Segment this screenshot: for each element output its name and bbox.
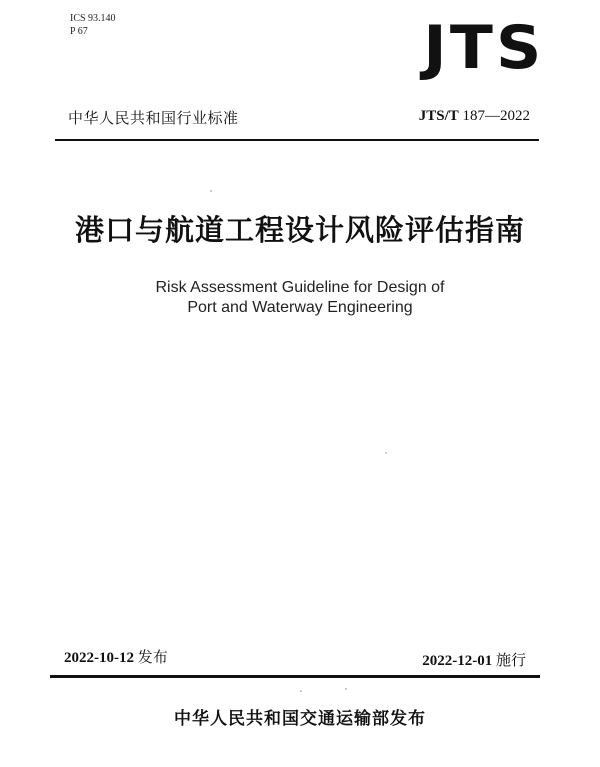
bottom-divider xyxy=(50,675,540,678)
standard-number-prefix: JTS/T xyxy=(418,108,459,124)
chinese-title: 港口与航道工程设计风险评估指南 xyxy=(74,213,525,247)
publisher-name: 中华人民共和国交通运输部发布 xyxy=(174,709,426,729)
issue-date xyxy=(64,646,168,667)
classification-codes xyxy=(70,12,116,38)
scan-speck xyxy=(210,190,212,192)
english-title xyxy=(0,278,600,318)
top-divider xyxy=(55,139,539,141)
standard-number xyxy=(419,108,530,125)
scan-speck xyxy=(300,690,302,692)
implementation-date xyxy=(422,649,526,670)
issue-date-label: 发布 xyxy=(137,648,168,666)
standard-number-value: 187—2022 xyxy=(462,108,530,124)
scan-speck xyxy=(345,688,347,690)
jts-logo: JTS xyxy=(422,13,544,83)
issue-date-value: 2022-10-12 xyxy=(64,650,134,666)
english-title-line-2: Port and Waterway Engineering xyxy=(187,299,413,316)
ccs-code: P 67 xyxy=(70,26,88,37)
ics-code: ICS 93.140 xyxy=(70,13,116,24)
scan-speck xyxy=(385,452,387,454)
implementation-date-value: 2022-12-01 xyxy=(422,653,493,669)
english-title-line-1: Risk Assessment Guideline for Design of xyxy=(155,279,445,296)
implementation-date-label: 施行 xyxy=(495,651,526,669)
standard-type-label: 中华人民共和国行业标准 xyxy=(68,109,239,127)
